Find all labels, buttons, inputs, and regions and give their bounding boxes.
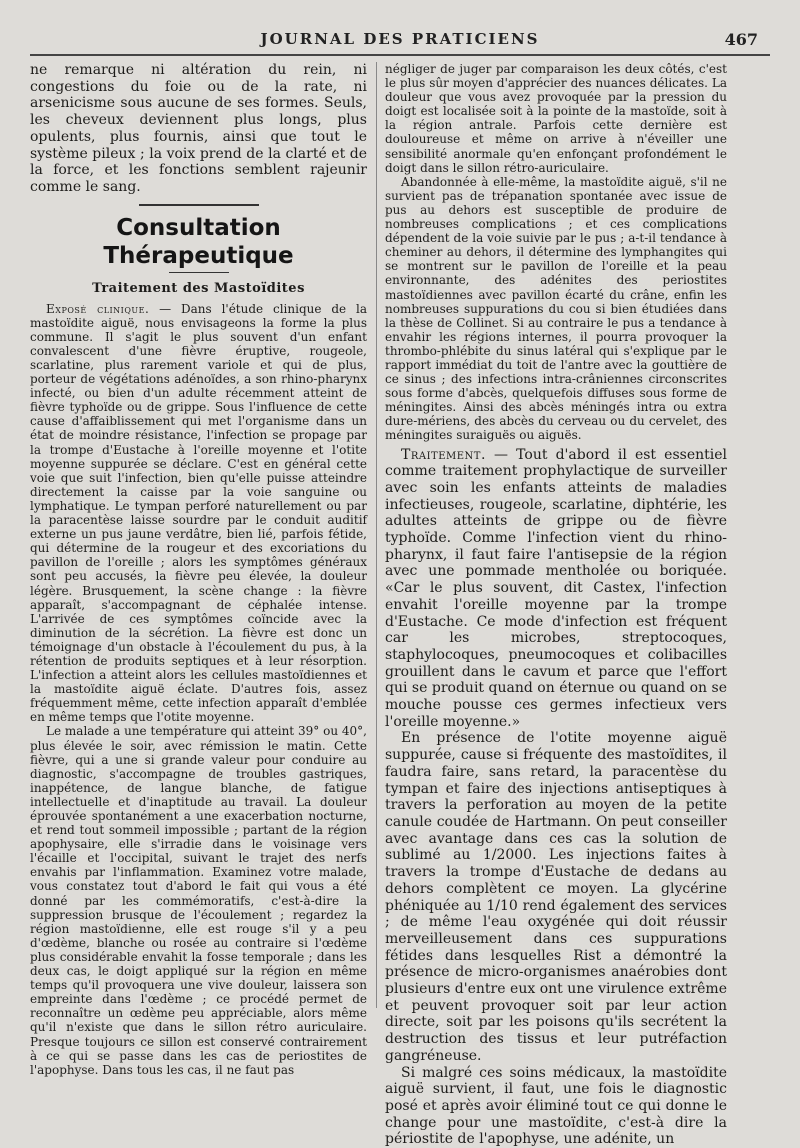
expose-paragraph	[30, 302, 367, 725]
presence-paragraph: En présence de l'otite moyenne aiguë suppurée, cause si fréquente des mastoïdites, il faudra faire, sans retard, la paracentèse du tympan et faire des injections antiseptiques à travers la perforation au moyen de la petite canule coudée de Hartmann. On peut conseiller avec avantage dans ces cas la solution de sublimé au 1/2000. Les injections faites à travers la trompe d'Eustache de dedans au dehors complètent ce moyen. La glycérine phéniquée au 1/10 rend également des services ; de même l'eau oxygénée qui doit réussir merveilleusement dans ces suppurations fétides dans lesquelles Rist a démontré la présence de micro-organismes anaérobies dont plusieurs d'entre eux ont une virulence extrême et peuvent provoquer soit par leur action directe, soit par les poisons qu'ils secrétent la destruction des tissus et leur putréfaction gangréneuse.	[385, 730, 727, 1064]
left-column	[30, 62, 367, 1077]
heading-underline	[169, 272, 229, 273]
section-heading: Consultation Thérapeutique	[103, 214, 294, 269]
header-rule	[30, 54, 770, 56]
traitement-paragraph	[385, 447, 727, 731]
column-divider	[376, 62, 377, 1008]
section-divider	[139, 204, 259, 206]
expose-text: — Dans l'étude clinique de la mastoïdite aiguë, nous envisageons la forme la plus commune. Il s'agit le plus souvent d'un enfant convalescent d'une fièvre éruptive, rougeole, scarlatine, plus rarement variole et qui de plus, porteur de végétations adénoïdes, a son rhino-pharynx infecté, ou bien d'un adulte récemment atteint de fièvre typhoïde ou de grippe. Sous l'influence de cette cause d'affaiblissement qui met l'organisme dans un état de moindre résistance, l'infection se propage par la trompe d'Eustache à l'oreille moyenne et l'otite moyenne suppurée se déclare. C'est en général cette voie que suit l'infection, bien qu'elle puisse atteindre directement la caisse par la voie sanguine ou lymphatique. Le tympan perforé naturellement ou par la paracentèse laisse sourdre par le conduit auditif externe un pus jaune verdâtre, bien lié, parfois fétide, qui détermine de la rougeur et des excoriations du pavillon de l'oreille ; alors les symptômes généraux sont peu accusés, la fièvre peu élevée, la douleur légère. Brusquement, la scène change : la fièvre apparaît, s'accompagnant de céphalée intense. L'arrivée de ces symptômes coïncide avec la diminution de la sécrétion. La fièvre est donc un témoignage d'un obstacle à l'écoulement du pus, à la rétention de produits septiques et à leur résorption. L'infection a atteint alors les cellules mastoïdiennes et la mastoïdite aiguë éclate. D'autres fois, assez fréquemment même, cette infection apparaît d'emblée en même temps que l'otite moyenne.	[30, 301, 367, 725]
traitement-label: Traitement.	[401, 446, 486, 463]
continuation-paragraph: négliger de juger par comparaison les deux côtés, c'est le plus sûr moyen d'apprécier des nuances délicates. La douleur que vous avez provoquée par la pression du doigt est localisée soit à la pointe de la mastoïde, soit à la région antrale. Parfois cette dernière est douloureuse et même on arrive à n'éveiller une sensibilité anormale qu'en enfonçant profondément le doigt dans le sillon rétro-auriculaire.	[385, 62, 727, 175]
intro-paragraph: ne remarque ni altération du rein, ni congestions du foie ou de la rate, ni arsenicisme sous aucune de ses formes. Seuls, les cheveux deviennent plus longs, plus opulents, plus fournis, ainsi que tout le système pileux ; la voix prend de la clarté et de la force, et les fonctions semblent rajeunir comme le sang.	[30, 62, 367, 195]
traitement-text: — Tout d'abord il est essentiel comme traitement prophylactique de surveiller avec soin les enfants atteints de maladies infectieuses, rougeole, scarlatine, diphtérie, les adultes atteints de grippe ou de fièvre typhoïde. Comme l'infection vient du rhino-pharynx, il faut faire l'antisepsie de la région avec une pommade mentholée ou boriquée. «Car le plus souvent, dit Castex, l'infection envahit l'oreille moyenne par la trompe d'Eustache. Ce mode d'infection est fréquent car les microbes, streptocoques, staphylocoques, pneumocoques et colibacilles grouillent dans le cavum et parce que l'effort qui se produit quand on éternue ou quand on se mouche pousse ces germes infectieux vers l'oreille moyenne.»	[385, 446, 727, 730]
malgre-paragraph: Si malgré ces soins médicaux, la mastoïdite aiguë survient, il faut, une fois le diagnostic posé et après avoir éliminé tout ce qui donne le change pour une mastoïdite, c'est-à dire la périostite de l'apophyse, une adénite, un	[385, 1064, 727, 1148]
journal-title: JOURNAL DES PRATICIENS	[260, 30, 540, 48]
article-title: Traitement des Mastoïdites	[92, 280, 305, 296]
abandonnee-paragraph: Abandonnée à elle-même, la mastoïdite aiguë, s'il ne survient pas de trépanation spontanée avec issue de pus au dehors est susceptible de produire de nombreuses complications ; et ces complications dépendent de la voie suivie par le pus ; a-t-il tendance à cheminer au dehors, il détermine des lymphangites qui se montrent sur le pavillon de l'oreille et la peau environnante, des adénites des periostites mastoïdiennes avec pavillon écarté du crâne, enfin les nombreuses suppurations du cou si bien étudiées dans la thèse de Collinet. Si au contraire le pus a tendance à envahir les régions internes, il pourra provoquer la thrombo-phlébite du sinus latéral qui s'explique par le rapport immédiat du toit de l'antre avec la gouttière de ce sinus ; des infections intra-crâniennes circonscrites sous forme d'abcès, quelquefois diffuses sous forme de méningites. Ainsi des abcès méningés intra ou extra dure-mériens, des abcès du cerveau ou du cervelet, des méningites suraiguës ou aiguës.	[385, 174, 727, 443]
malade-paragraph: Le malade a une température qui atteint 39° ou 40°, plus élevée le soir, avec rémission le matin. Cette fièvre, qui a une si grande valeur pour conduire au diagnostic, s'accompagne de troubles gastriques, inappétence, de langue blanche, de fatigue intellectuelle et d'inaptitude au travail. La douleur éprouvée spontanément a une exacerbation nocturne, et rend tout sommeil impossible ; partant de la région apophysaire, elle s'irradie dans le voisinage vers l'écaille et l'occipital, suivant le trajet des nerfs envahis par l'inflammation. Examinez votre malade, vous constatez tout d'abord le fait qui vous a été donné par les commémoratifs, c'est-à-dire la suppression brusque de l'écoulement ; regardez la région mastoïdienne, elle est rouge s'il y a peu d'œdème, blanche ou rosée au contraire si l'œdème plus considérable envahit la fosse temporale ; dans les deux cas, le doigt appliqué sur la région en même temps qu'il provoquera une vive douleur, laissera son empreinte dans l'œdème ; ce procédé permet de reconnaître un œdème peu appréciable, alors même qu'il n'existe que dans le sillon rétro auriculaire. Presque toujours ce sillon est conservé contrairement à ce qui se passe dans les cas de periostites de l'apophyse. Dans tous les cas, il ne faut pas	[30, 724, 367, 1077]
running-header	[30, 24, 770, 54]
page-number: 467	[724, 30, 758, 49]
expose-label: Exposé clinique.	[46, 301, 150, 316]
right-column	[385, 62, 727, 1148]
